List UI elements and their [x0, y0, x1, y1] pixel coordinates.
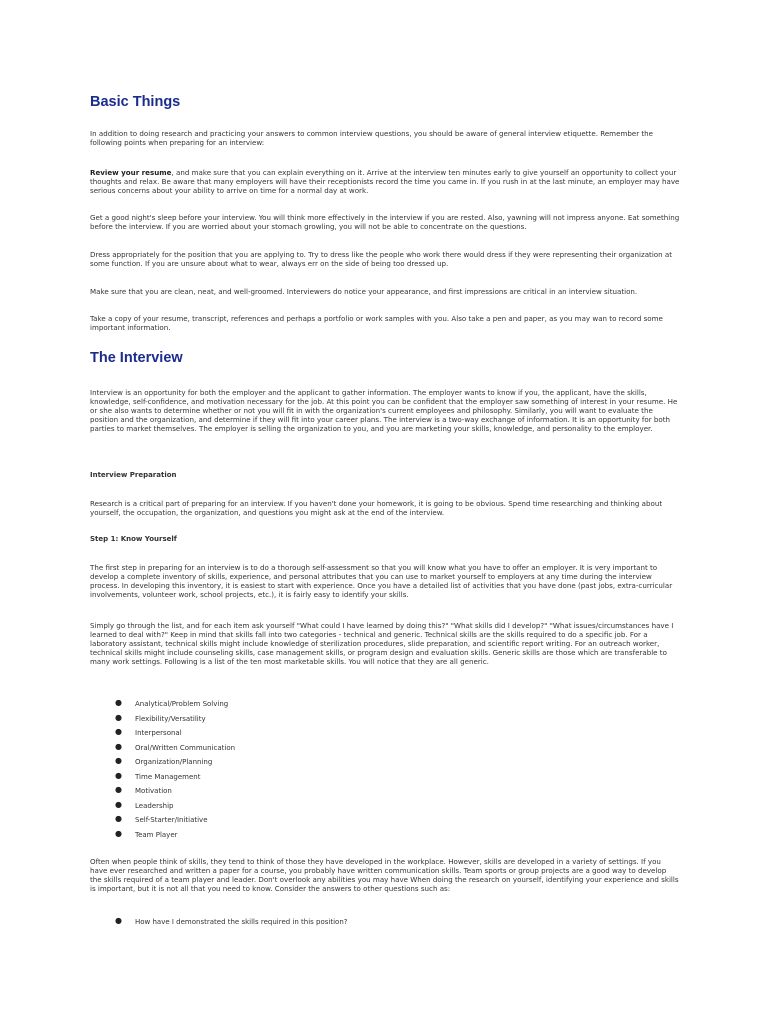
- bullet-icon: ●: [115, 770, 122, 780]
- list-item: [90, 726, 590, 741]
- paragraph-copy-resume: Take a copy of your resume, transcript, references and perhaps a portfolio or work samples with you. Also take a pen and paper, as you may wan to record some important information.: [90, 314, 663, 333]
- paragraph-sleep: Get a good night's sleep before your interview. You will think more effectively in the interview if you are rested. Also, yawning will not impress anyone. Eat something before the interview. If you are worried about your stomach growling, you will not be able to concentrate on the questions.: [90, 213, 680, 232]
- subheading-interview-preparation: Interview Preparation: [90, 471, 177, 479]
- list-item-label: Time Management: [135, 772, 201, 781]
- heading-the-interview: The Interview: [90, 350, 183, 366]
- review-resume-bold: Review your resume: [90, 168, 172, 177]
- list-item-label: Flexibility/Versatility: [135, 714, 206, 723]
- list-item: [90, 784, 590, 799]
- list-item: [90, 755, 590, 770]
- paragraph-step1-first: The first step in preparing for an interview is to do a thorough self-assessment so that you will know what you have to offer an employer. It is very important to develop a complete inventory of skills, experience, and personal attributes that you can use to market yourself to employers at any time during the interview process. In developing this inventory, it is easiest to start with experience. Once you have a detailed list of activities that you have done (past jobs, extra-curricular involvements, volunteer work, school projects, etc.), it is fairly easy to identify your skills.: [90, 563, 673, 600]
- list-item: [90, 813, 590, 828]
- bullet-icon: ●: [115, 712, 122, 722]
- list-item: [90, 799, 590, 814]
- list-item-label: How have I demonstrated the skills required in this position?: [135, 918, 348, 926]
- paragraph-research: Research is a critical part of preparing for an interview. If you haven't done your homework, it is going to be obvious. Spend time researching and thinking about yourself, the occupation, the organization, and questions you might ask at the end of the interview.: [90, 499, 663, 518]
- bullet-icon: ●: [115, 814, 122, 823]
- paragraph-interview-intro: Interview is an opportunity for both the employer and the applicant to gather information. The employer wants to know if you, the applicant, have the skills, knowledge, self-confidence, and motivation necessary for the job. At this point you can be confident that the employer saw something of interest in your resume. He or she also wants to determine whether or not you will fit in with the organization's current employees and philosophy. Similarly, you will want to evaluate the position and the organization, and determine if they will fit into your career plans. The interview is a two-way exchange of information. It is an opportunity for both parties to market themselves. The employer is selling the organization to you, and you are marketing your skills, knowledge, and personality to the employer.: [90, 388, 678, 434]
- list-item-label: Team Player: [135, 830, 178, 839]
- bullet-icon: ●: [115, 698, 122, 707]
- list-item-label: Analytical/Problem Solving: [135, 700, 229, 708]
- bullet-icon: ●: [115, 916, 122, 925]
- bullet-icon: ●: [115, 741, 122, 751]
- list-item-label: Motivation: [135, 787, 172, 795]
- paragraph-step1-third: Often when people think of skills, they tend to think of those they have developed in the workplace. However, skills are developed in a variety of settings. If you have ever researched and written a paper for a course, you probably have written communication skills. Team sports or group projects are a good way to develop the skills required of a team player and leader. Don't overlook any abilities you may have When doing the research on yourself, identifying your experience and skills is important, but it is not all that you need to know. Consider the answers to other questions such as:: [90, 857, 679, 894]
- list-item: [90, 741, 590, 756]
- list-item-label: Oral/Written Communication: [135, 743, 236, 752]
- paragraph-dress: Dress appropriately for the position that you are applying to. Try to dress like the people who work there would dress if they were representing their organization at some function. If you are unsure about what to wear, always err on the side of being too dressed up.: [90, 250, 673, 269]
- list-item: [90, 828, 590, 843]
- heading-basic-things: Basic Things: [90, 94, 181, 110]
- bullet-icon: ●: [115, 727, 122, 736]
- paragraph-review-resume: [90, 168, 680, 195]
- list-item-label: Organization/Planning: [135, 758, 213, 766]
- bullet-icon: ●: [115, 756, 122, 765]
- bullet-icon: ●: [115, 799, 122, 809]
- bullet-icon: ●: [115, 785, 122, 794]
- list-item-label: Leadership: [135, 801, 174, 810]
- paragraph-groomed: Make sure that you are clean, neat, and well-groomed. Interviewers do notice your appearance, and first impressions are critical in an interview situation.: [90, 287, 638, 296]
- list-item-label: Interpersonal: [135, 729, 182, 737]
- review-resume-text: , and make sure that you can explain everything on it. Arrive at the interview ten minutes early to give yourself an opportunity to collect your thoughts and relax. Be aware that many employers will have their receptionists record the time you came in. If you rush in at the last minute, an employer may have serious concerns about your ability to arrive on time for a normal day at work.: [90, 168, 680, 196]
- subheading-step1: Step 1: Know Yourself: [90, 535, 177, 543]
- bullet-icon: ●: [115, 828, 122, 838]
- skills-list: [90, 697, 590, 842]
- questions-list: [90, 915, 590, 930]
- list-item: [90, 697, 590, 712]
- list-item: [90, 712, 590, 727]
- list-item: [90, 770, 590, 785]
- list-item: [90, 915, 590, 930]
- paragraph-step1-second: Simply go through the list, and for each item ask yourself "What could I have learned by doing this?" "What skills did I develop?" "What issues/circumstances have I learned to deal with?" Keep in mind that skills fall into two categories - technical and generic. Technical skills are the skills required to do a specific job. For a laboratory assistant, technical skills might include knowledge of sterilization procedures, slide preparation, and scientific report writing. For an outreach worker, technical skills might include counseling skills, case management skills, or program design and evaluation skills. Generic skills are those which are transferable to many work settings. Following is a list of the ten most marketable skills. You will notice that they are all generic.: [90, 621, 674, 667]
- basic-things-intro: In addition to doing research and practicing your answers to common interview questions, you should be aware of general interview etiquette. Remember the following points when preparing for an interview:: [90, 129, 654, 148]
- list-item-label: Self-Starter/Initiative: [135, 816, 208, 824]
